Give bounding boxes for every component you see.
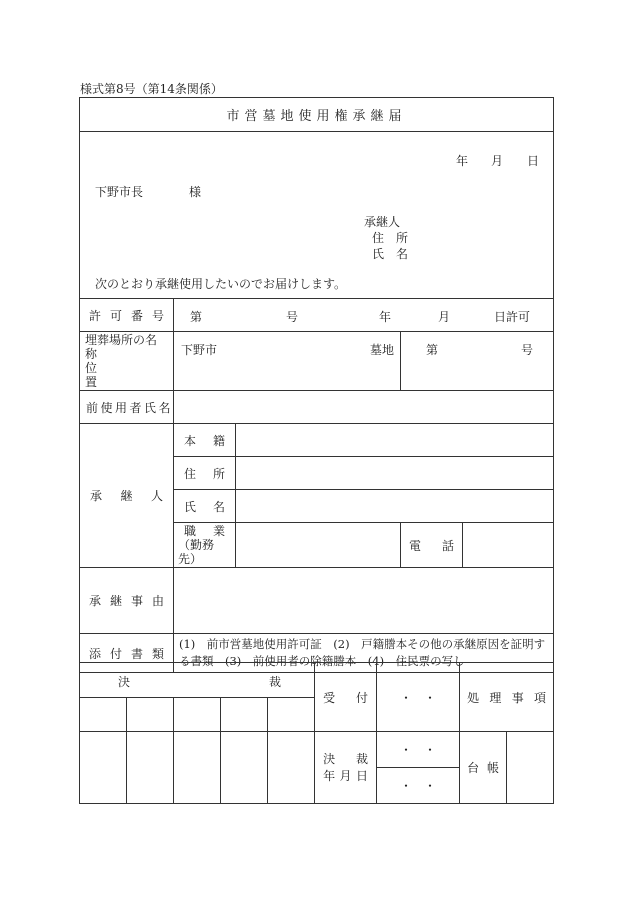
occupation-workplace: （勤務先）: [178, 538, 215, 566]
honseki-label: 本 籍: [174, 424, 236, 457]
permit-number-field[interactable]: [174, 299, 554, 332]
kessai-seal-5[interactable]: [268, 698, 315, 732]
burial-dai: 第: [426, 343, 439, 357]
kessai-seal-box-5[interactable]: [268, 732, 315, 804]
addressee-honorific: 様: [189, 185, 202, 199]
burial-city: 下野市: [181, 343, 218, 357]
daicho-label: 台 帳: [460, 732, 507, 804]
reason-field[interactable]: [174, 568, 554, 634]
name-field[interactable]: [236, 490, 554, 523]
attachments-label: 添 付 書 類: [80, 634, 174, 673]
burial-label-line1: 埋葬場所の名称: [85, 333, 158, 361]
permit-go: 号: [286, 310, 299, 324]
previous-user-field[interactable]: [174, 391, 554, 424]
permit-number-label: [80, 299, 174, 332]
address-field[interactable]: [236, 457, 554, 490]
kessai-seal-box-4[interactable]: [221, 732, 268, 804]
kessai-date-2[interactable]: ・ ・: [377, 768, 460, 804]
permit-month: 月: [438, 310, 451, 324]
date-month: 月: [491, 154, 504, 168]
successor-label: [80, 424, 174, 568]
kessai-seal-3[interactable]: [174, 698, 221, 732]
approval-table: [79, 662, 554, 804]
phone-label: 電 話: [401, 523, 463, 568]
burial-label-line2: 位 置: [85, 361, 158, 389]
shori-jiko-label: 処 理 事 項: [460, 663, 554, 732]
kessai-seal-2[interactable]: [127, 698, 174, 732]
successor-label-dist: 承 継 人: [90, 489, 163, 503]
form-title: 市営墓地使用権承継届: [80, 98, 554, 132]
kessai-date-label: 決 裁 年 月 日: [315, 732, 377, 804]
intro-text: 次のとおり承継使用したいのでお届けします。: [95, 277, 347, 291]
addressee-name: 下野市長: [95, 185, 144, 199]
honseki-field[interactable]: [236, 424, 554, 457]
previous-user-label: 前使用者氏名: [80, 391, 174, 424]
burial-go: 号: [520, 343, 533, 357]
kessai-seal-box-1[interactable]: [80, 732, 127, 804]
daicho-field[interactable]: [507, 732, 554, 804]
permit-day-label: 日許可: [494, 310, 531, 324]
burial-bochi: 墓地: [369, 343, 394, 357]
occupation-field[interactable]: [236, 523, 401, 568]
kessai-seal-1[interactable]: [80, 698, 127, 732]
kessai-seal-box-3[interactable]: [174, 732, 221, 804]
address-label: 住 所: [174, 457, 236, 490]
kessai-right-char: 裁: [269, 675, 282, 689]
occupation-label: 職 業 （勤務先）: [174, 523, 236, 568]
intro-section: [80, 132, 554, 299]
kessai-header: [80, 663, 315, 698]
burial-place-label: [80, 332, 174, 391]
successor-address-label: 住 所: [372, 231, 409, 245]
kessai-seal-box-2[interactable]: [127, 732, 174, 804]
date-day: 日: [527, 154, 540, 168]
name-label: 氏 名: [174, 490, 236, 523]
kessai-date-1[interactable]: ・ ・: [377, 732, 460, 768]
reason-label: 承 継 事 由: [80, 568, 174, 634]
permit-label-dist: 許 可 番 号: [89, 308, 164, 323]
successor-name-label: 氏 名: [372, 247, 409, 261]
notification-form: [79, 97, 554, 673]
attachments-text: (1) 前市営墓地使用許可証 (2) 戸籍謄本その他の承継原因を証明する書類 (3) 前使用者の除籍謄本 (4) 住民票の写し: [174, 634, 554, 673]
phone-field[interactable]: [463, 523, 554, 568]
burial-number-field[interactable]: [401, 332, 554, 391]
form-number-label: 様式第8号（第14条関係）: [80, 82, 223, 96]
permit-year: 年: [379, 310, 392, 324]
kessai-seal-4[interactable]: [221, 698, 268, 732]
date-year: 年: [456, 154, 469, 168]
burial-city-field[interactable]: [174, 332, 401, 391]
uketsuke-date[interactable]: ・ ・: [377, 663, 460, 732]
successor-heading: 承継人: [364, 215, 401, 229]
permit-dai: 第: [190, 310, 203, 324]
uketsuke-label: 受 付: [315, 663, 377, 732]
kessai-left-char: 決: [118, 675, 131, 689]
